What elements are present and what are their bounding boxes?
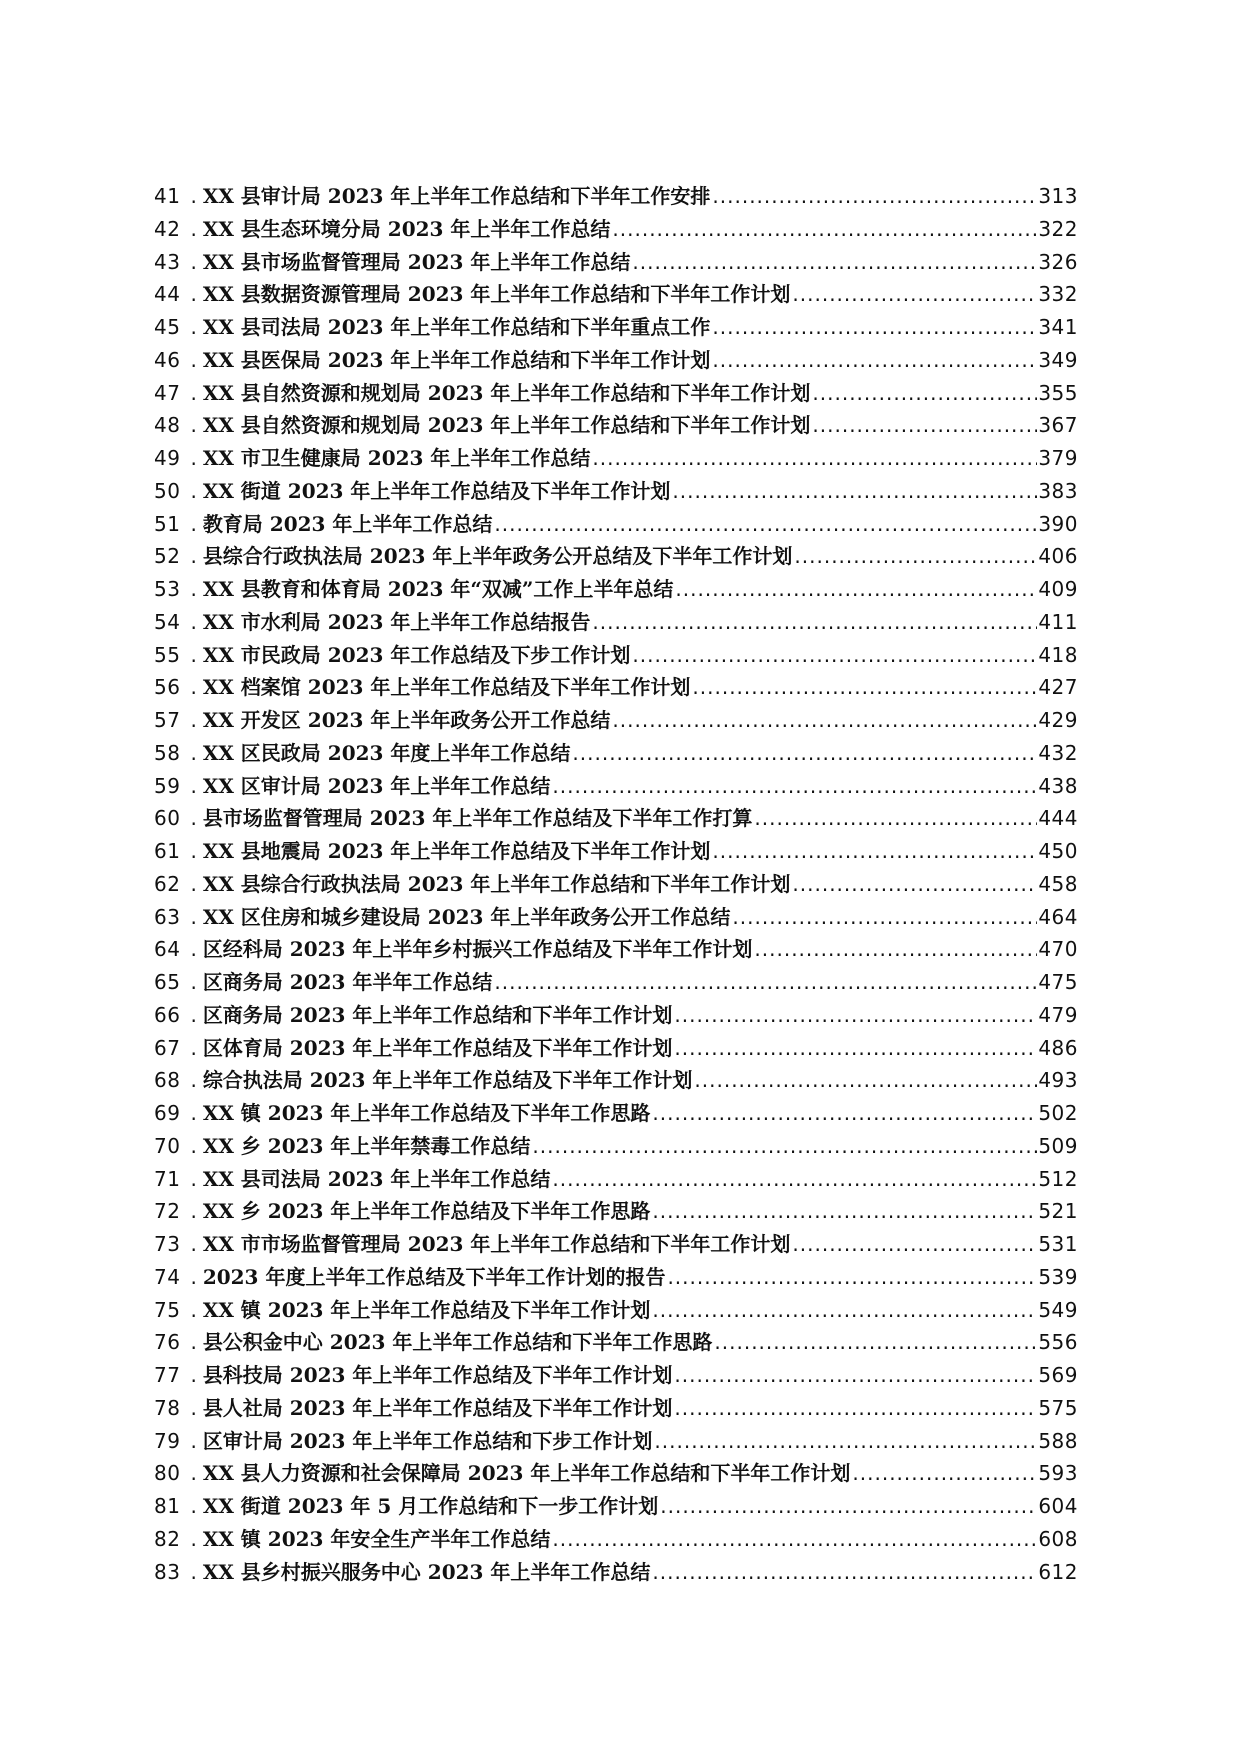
toc-entry[interactable]: [154, 246, 1078, 279]
toc-entry-number: 41: [154, 184, 181, 208]
toc-entry-number: 45: [154, 315, 181, 339]
toc-entry[interactable]: [154, 344, 1078, 377]
toc-entry-page-number: 411: [1038, 609, 1078, 634]
toc-dot-leader: [552, 774, 1037, 798]
toc-entry-separator: .: [190, 1166, 197, 1191]
toc-entry-number: 49: [154, 446, 181, 470]
toc-entry-title: XX 档案馆 2023 年上半年工作总结及下半年工作计划: [202, 675, 691, 700]
toc-entry-title: XX 县教育和体育局 2023 年“双减”工作上半年总结: [202, 577, 674, 601]
toc-entry-title: XX 乡 2023 年上半年禁毒工作总结: [202, 1133, 531, 1158]
toc-entry-separator: .: [190, 773, 197, 798]
toc-entry-page-number: 313: [1038, 184, 1078, 208]
toc-entry-number: 73: [154, 1232, 181, 1256]
toc-entry-number: 52: [154, 544, 181, 569]
toc-dot-leader: [652, 1199, 1037, 1223]
toc-entry-separator: .: [190, 282, 197, 307]
toc-dot-leader: [674, 1396, 1037, 1420]
toc-entry[interactable]: [154, 1032, 1078, 1065]
toc-entry-title: 教育局 2023 年上半年工作总结: [202, 511, 493, 536]
toc-dot-leader: [592, 610, 1037, 634]
toc-entry-title: XX 县审计局 2023 年上半年工作总结和下半年工作安排: [202, 184, 711, 208]
toc-dot-leader: [632, 250, 1037, 274]
toc-entry-separator: .: [190, 970, 197, 994]
toc-entry-title: XX 县自然资源和规划局 2023 年上半年工作总结和下半年工作计划: [202, 413, 811, 438]
toc-entry-number: 80: [154, 1461, 181, 1486]
toc-entry[interactable]: [154, 1261, 1078, 1294]
toc-entry-number: 66: [154, 1002, 181, 1027]
toc-entry-title: XX 县数据资源管理局 2023 年上半年工作总结和下半年工作计划: [202, 282, 791, 307]
toc-entry-separator: .: [190, 1068, 197, 1093]
toc-entry[interactable]: [154, 704, 1078, 737]
toc-entry-number: 81: [154, 1494, 181, 1518]
toc-entry-title: XX 县生态环境分局 2023 年上半年工作总结: [202, 216, 611, 241]
toc-entry-number: 77: [154, 1363, 181, 1387]
toc-entry-title: XX 县自然资源和规划局 2023 年上半年工作总结和下半年工作计划: [202, 380, 811, 405]
toc-entry-number: 46: [154, 347, 181, 372]
toc-entry[interactable]: [154, 770, 1078, 803]
toc-entry-page-number: 406: [1038, 544, 1078, 569]
toc-entry-page-number: 521: [1038, 1199, 1078, 1224]
toc-entry-page-number: 612: [1038, 1559, 1078, 1584]
toc-entry-separator: .: [190, 1297, 197, 1322]
toc-entry-title: 县科技局 2023 年上半年工作总结及下半年工作计划: [202, 1363, 673, 1387]
toc-entry[interactable]: [154, 1425, 1078, 1458]
toc-dot-leader: [712, 184, 1037, 208]
toc-entry-title: 区审计局 2023 年上半年工作总结和下步工作计划: [202, 1428, 653, 1453]
toc-entry-separator: .: [190, 380, 197, 405]
toc-entry-number: 76: [154, 1330, 181, 1355]
toc-entry-title: 区商务局 2023 年上半年工作总结和下半年工作计划: [202, 1002, 673, 1027]
toc-entry-number: 68: [154, 1068, 181, 1093]
toc-entry-separator: .: [190, 1264, 197, 1289]
toc-entry-title: XX 街道 2023 年上半年工作总结及下半年工作计划: [202, 478, 671, 503]
toc-entry-number: 60: [154, 806, 181, 831]
toc-entry-separator: .: [190, 511, 197, 536]
toc-entry[interactable]: [154, 180, 1078, 213]
toc-entry-number: 82: [154, 1526, 181, 1551]
toc-entry-page-number: 379: [1038, 446, 1078, 470]
toc-entry-number: 71: [154, 1166, 181, 1191]
toc-entry[interactable]: [154, 868, 1078, 901]
toc-entry[interactable]: [154, 639, 1078, 672]
toc-dot-leader: [675, 577, 1037, 601]
toc-entry-number: 64: [154, 937, 181, 962]
toc-entry-page-number: 539: [1038, 1264, 1078, 1289]
toc-entry-page-number: 450: [1038, 839, 1078, 863]
toc-entry-separator: .: [190, 675, 197, 700]
toc-entry-separator: .: [190, 1559, 197, 1584]
toc-entry-separator: .: [190, 216, 197, 241]
toc-entry-number: 67: [154, 1035, 181, 1060]
toc-entry-title: XX 县司法局 2023 年上半年工作总结和下半年重点工作: [202, 315, 711, 339]
toc-entry[interactable]: [154, 901, 1078, 934]
toc-entry-page-number: 409: [1038, 577, 1078, 601]
toc-entry-page-number: 432: [1038, 740, 1078, 765]
toc-entry-page-number: 593: [1038, 1461, 1078, 1486]
toc-entry-title: XX 市民政局 2023 年工作总结及下步工作计划: [202, 642, 631, 667]
toc-entry-page-number: 604: [1038, 1494, 1078, 1518]
toc-dot-leader: [672, 479, 1037, 503]
toc-entry[interactable]: [154, 278, 1078, 311]
toc-entry-separator: .: [190, 609, 197, 634]
toc-entry[interactable]: [154, 1556, 1078, 1589]
toc-entry-separator: .: [190, 937, 197, 962]
toc-entry[interactable]: [154, 737, 1078, 770]
toc-entry[interactable]: [154, 1195, 1078, 1228]
toc-entry[interactable]: [154, 1392, 1078, 1425]
toc-entry-separator: .: [190, 1002, 197, 1027]
toc-entry-page-number: 502: [1038, 1101, 1078, 1125]
toc-entry-page-number: 493: [1038, 1068, 1078, 1093]
toc-entry-number: 61: [154, 839, 181, 863]
toc-entry[interactable]: [154, 442, 1078, 475]
toc-entry-number: 44: [154, 282, 181, 307]
toc-entry-number: 78: [154, 1395, 181, 1420]
toc-entry-title: XX 镇 2023 年安全生产半年工作总结: [202, 1526, 551, 1551]
toc-entry-title: 县综合行政执法局 2023 年上半年政务公开总结及下半年工作计划: [202, 544, 793, 569]
toc-dot-leader: [792, 282, 1037, 306]
toc-entry-page-number: 486: [1038, 1035, 1078, 1060]
toc-dot-leader: [572, 741, 1037, 765]
toc-entry[interactable]: [154, 1457, 1078, 1490]
toc-entry-title: XX 县综合行政执法局 2023 年上半年工作总结和下半年工作计划: [202, 871, 791, 896]
toc-entry-number: 43: [154, 249, 181, 274]
toc-entry-page-number: 332: [1038, 282, 1078, 307]
toc-entry-title: 2023 年度上半年工作总结及下半年工作计划的报告: [202, 1264, 666, 1289]
toc-entry-title: XX 区民政局 2023 年度上半年工作总结: [202, 740, 571, 765]
toc-entry-page-number: 367: [1038, 413, 1078, 438]
toc-entry-separator: .: [190, 806, 197, 831]
toc-entry-page-number: 326: [1038, 249, 1078, 274]
toc-entry-number: 54: [154, 609, 181, 634]
toc-entry-number: 65: [154, 970, 181, 994]
toc-dot-leader: [712, 315, 1037, 339]
toc-entry[interactable]: [154, 1294, 1078, 1327]
toc-entry-number: 83: [154, 1559, 181, 1584]
toc-entry-separator: .: [190, 740, 197, 765]
toc-entry-page-number: 429: [1038, 708, 1078, 732]
toc-entry-page-number: 341: [1038, 315, 1078, 339]
toc-entry-title: XX 街道 2023 年 5 月工作总结和下一步工作计划: [202, 1494, 659, 1518]
toc-entry-separator: .: [190, 347, 197, 372]
toc-entry[interactable]: [154, 1228, 1078, 1261]
toc-entry[interactable]: [154, 1163, 1078, 1196]
toc-dot-leader: [852, 1461, 1037, 1485]
toc-entry-title: XX 市卫生健康局 2023 年上半年工作总结: [202, 446, 591, 470]
toc-entry-number: 55: [154, 642, 181, 667]
toc-entry-page-number: 512: [1038, 1166, 1078, 1191]
toc-entry-separator: .: [190, 1461, 197, 1486]
toc-entry-number: 48: [154, 413, 181, 438]
toc-entry-page-number: 383: [1038, 478, 1078, 503]
toc-entry-page-number: 349: [1038, 347, 1078, 372]
toc-entry-page-number: 464: [1038, 904, 1078, 929]
toc-entry-separator: .: [190, 642, 197, 667]
table-of-contents: [154, 180, 1078, 1588]
toc-entry-separator: .: [190, 1363, 197, 1387]
toc-entry-page-number: 549: [1038, 1297, 1078, 1322]
toc-dot-leader: [674, 1003, 1037, 1027]
toc-entry-title: XX 县医保局 2023 年上半年工作总结和下半年工作计划: [202, 347, 711, 372]
toc-entry-number: 79: [154, 1428, 181, 1453]
toc-entry-separator: .: [190, 577, 197, 601]
toc-dot-leader: [632, 643, 1037, 667]
toc-dot-leader: [612, 217, 1037, 241]
toc-entry[interactable]: [154, 835, 1078, 868]
toc-entry-page-number: 470: [1038, 937, 1078, 962]
toc-dot-leader: [652, 1560, 1037, 1584]
toc-dot-leader: [712, 348, 1037, 372]
toc-entry-title: XX 开发区 2023 年上半年政务公开工作总结: [202, 708, 611, 732]
toc-entry-number: 42: [154, 216, 181, 241]
toc-entry-title: 县人社局 2023 年上半年工作总结及下半年工作计划: [202, 1395, 673, 1420]
toc-entry-number: 47: [154, 380, 181, 405]
toc-entry-separator: .: [190, 1199, 197, 1224]
toc-entry[interactable]: [154, 1359, 1078, 1392]
toc-dot-leader: [494, 512, 1037, 536]
toc-entry-page-number: 458: [1038, 871, 1078, 896]
toc-entry-title: 区体育局 2023 年上半年工作总结及下半年工作计划: [202, 1035, 673, 1060]
toc-dot-leader: [792, 872, 1037, 896]
toc-dot-leader: [712, 839, 1037, 863]
toc-entry[interactable]: [154, 999, 1078, 1032]
toc-entry-page-number: 556: [1038, 1330, 1078, 1355]
toc-entry[interactable]: [154, 1064, 1078, 1097]
toc-entry-title: 县公积金中心 2023 年上半年工作总结和下半年工作思路: [202, 1330, 713, 1355]
toc-entry[interactable]: [154, 508, 1078, 541]
toc-dot-leader: [674, 1036, 1037, 1060]
toc-dot-leader: [652, 1298, 1037, 1322]
toc-entry-number: 62: [154, 871, 181, 896]
toc-dot-leader: [732, 905, 1037, 929]
toc-entry-page-number: 427: [1038, 675, 1078, 700]
toc-entry[interactable]: [154, 1490, 1078, 1523]
toc-dot-leader: [667, 1265, 1037, 1289]
toc-dot-leader: [660, 1494, 1037, 1518]
toc-dot-leader: [652, 1101, 1037, 1125]
toc-entry[interactable]: [154, 1326, 1078, 1359]
toc-entry-separator: .: [190, 708, 197, 732]
toc-entry-title: XX 乡 2023 年上半年工作总结及下半年工作思路: [202, 1199, 651, 1224]
toc-entry-separator: .: [190, 315, 197, 339]
toc-entry-title: XX 镇 2023 年上半年工作总结及下半年工作思路: [202, 1101, 651, 1125]
toc-entry-title: XX 县市场监督管理局 2023 年上半年工作总结: [202, 249, 631, 274]
toc-entry-separator: .: [190, 839, 197, 863]
toc-entry[interactable]: [154, 1523, 1078, 1556]
toc-entry-separator: .: [190, 446, 197, 470]
toc-entry-separator: .: [190, 1395, 197, 1420]
toc-entry-number: 70: [154, 1133, 181, 1158]
toc-entry-number: 53: [154, 577, 181, 601]
toc-entry-title: 区经科局 2023 年上半年乡村振兴工作总结及下半年工作计划: [202, 937, 753, 962]
toc-dot-leader: [674, 1363, 1037, 1387]
toc-dot-leader: [812, 381, 1037, 405]
toc-entry-number: 75: [154, 1297, 181, 1322]
toc-entry-number: 74: [154, 1264, 181, 1289]
toc-entry-page-number: 475: [1038, 970, 1078, 994]
toc-dot-leader: [654, 1429, 1037, 1453]
toc-entry-number: 56: [154, 675, 181, 700]
toc-entry[interactable]: [154, 540, 1078, 573]
toc-entry-page-number: 575: [1038, 1395, 1078, 1420]
toc-entry[interactable]: [154, 966, 1078, 999]
toc-dot-leader: [612, 708, 1037, 732]
toc-dot-leader: [714, 1330, 1037, 1354]
toc-entry-title: XX 区住房和城乡建设局 2023 年上半年政务公开工作总结: [202, 904, 731, 929]
toc-dot-leader: [794, 544, 1037, 568]
toc-dot-leader: [792, 1232, 1037, 1256]
toc-dot-leader: [552, 1167, 1037, 1191]
toc-entry[interactable]: [154, 1130, 1078, 1163]
toc-entry-page-number: 444: [1038, 806, 1078, 831]
toc-entry[interactable]: [154, 933, 1078, 966]
toc-entry-title: XX 县司法局 2023 年上半年工作总结: [202, 1166, 551, 1191]
toc-entry-page-number: 588: [1038, 1428, 1078, 1453]
toc-dot-leader: [754, 806, 1037, 830]
toc-entry-number: 51: [154, 511, 181, 536]
toc-entry-separator: .: [190, 1526, 197, 1551]
toc-entry-separator: .: [190, 904, 197, 929]
toc-entry-title: XX 区审计局 2023 年上半年工作总结: [202, 773, 551, 798]
toc-entry-page-number: 438: [1038, 773, 1078, 798]
toc-entry-page-number: 390: [1038, 511, 1078, 536]
toc-entry-separator: .: [190, 1494, 197, 1518]
toc-entry-number: 50: [154, 478, 181, 503]
toc-entry-separator: .: [190, 1428, 197, 1453]
toc-entry-page-number: 531: [1038, 1232, 1078, 1256]
toc-entry-title: XX 县地震局 2023 年上半年工作总结及下半年工作计划: [202, 839, 711, 863]
toc-entry[interactable]: [154, 802, 1078, 835]
toc-entry-title: XX 市水利局 2023 年上半年工作总结报告: [202, 609, 591, 634]
toc-entry-separator: .: [190, 184, 197, 208]
toc-entry[interactable]: [154, 1097, 1078, 1130]
toc-entry-separator: .: [190, 1232, 197, 1256]
toc-entry-separator: .: [190, 249, 197, 274]
toc-entry-number: 59: [154, 773, 181, 798]
toc-dot-leader: [592, 446, 1037, 470]
toc-dot-leader: [494, 970, 1037, 994]
toc-dot-leader: [532, 1134, 1037, 1158]
toc-entry-page-number: 479: [1038, 1002, 1078, 1027]
toc-entry[interactable]: [154, 409, 1078, 442]
toc-entry-separator: .: [190, 544, 197, 569]
toc-entry-number: 58: [154, 740, 181, 765]
toc-entry-number: 69: [154, 1101, 181, 1125]
toc-entry-number: 63: [154, 904, 181, 929]
toc-entry-number: 72: [154, 1199, 181, 1224]
toc-entry-title: 区商务局 2023 年半年工作总结: [202, 970, 493, 994]
toc-entry[interactable]: [154, 475, 1078, 508]
toc-entry-title: XX 县乡村振兴服务中心 2023 年上半年工作总结: [202, 1559, 651, 1584]
toc-entry-separator: .: [190, 478, 197, 503]
toc-entry-page-number: 322: [1038, 216, 1078, 241]
toc-entry[interactable]: [154, 606, 1078, 639]
toc-entry-title: XX 县人力资源和社会保障局 2023 年上半年工作总结和下半年工作计划: [202, 1461, 851, 1486]
toc-entry[interactable]: [154, 377, 1078, 410]
toc-entry-separator: .: [190, 413, 197, 438]
toc-entry-page-number: 608: [1038, 1526, 1078, 1551]
toc-entry-page-number: 418: [1038, 642, 1078, 667]
toc-entry[interactable]: [154, 671, 1078, 704]
toc-entry-number: 57: [154, 708, 181, 732]
toc-dot-leader: [692, 675, 1037, 699]
toc-entry-separator: .: [190, 1330, 197, 1355]
toc-dot-leader: [812, 413, 1037, 437]
toc-dot-leader: [754, 937, 1037, 961]
toc-entry-title: 县市场监督管理局 2023 年上半年工作总结及下半年工作打算: [202, 806, 753, 831]
toc-entry-separator: .: [190, 1133, 197, 1158]
toc-entry[interactable]: [154, 573, 1078, 606]
toc-dot-leader: [552, 1527, 1037, 1551]
toc-entry-title: 综合执法局 2023 年上半年工作总结及下半年工作计划: [202, 1068, 693, 1093]
toc-entry[interactable]: [154, 311, 1078, 344]
toc-entry-separator: .: [190, 871, 197, 896]
toc-entry-separator: .: [190, 1101, 197, 1125]
toc-entry[interactable]: [154, 213, 1078, 246]
toc-entry-page-number: 569: [1038, 1363, 1078, 1387]
toc-entry-page-number: 509: [1038, 1133, 1078, 1158]
toc-entry-page-number: 355: [1038, 380, 1078, 405]
toc-dot-leader: [694, 1068, 1037, 1092]
toc-entry-title: XX 镇 2023 年上半年工作总结及下半年工作计划: [202, 1297, 651, 1322]
toc-entry-separator: .: [190, 1035, 197, 1060]
toc-entry-title: XX 市市场监督管理局 2023 年上半年工作总结和下半年工作计划: [202, 1232, 791, 1256]
